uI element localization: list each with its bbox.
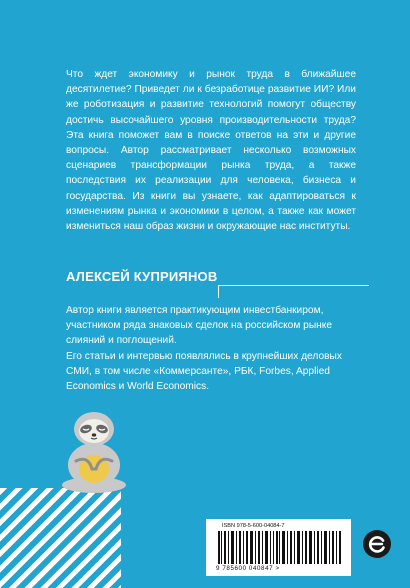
book-description: Что ждет экономику и рынок труда в ближайшее десятилетие? Приведет ли к безработице развитие ИИ? Или же роботизация и развитие технологий помогут обществу достичь высочайшего уровня производительности труда? Эта книга поможет вам в поиске ответов на эти и другие вопросы. Автор рассматривает несколько возможных сценариев трансформации рынка труда, а также последствия их реализации для человека, бизнеса и государства. Из книги вы узнаете, как адаптироваться к изменениям рынка и экономики в целом, а также как может измениться наш образ жизни и окружающие нас институты. — [66, 69, 356, 233]
barcode-digits: 9 785600 040847 > — [216, 565, 280, 572]
isbn-number: ISBN 978-5-600-04084-7 — [222, 523, 285, 529]
author-bio-line: Его статьи и интервью появлялись в крупнейших деловых СМИ, в том числе «Коммерсанте», РБК, Forbes, Applied Economics и World Economics. — [66, 350, 342, 393]
decorative-bracket — [218, 285, 369, 298]
publisher-logo-icon — [362, 529, 392, 559]
author-bio-line: Автор книги является практикующим инвестбанкиром, участником ряда знаковых сделок на российском рынке слияний и поглощений. — [66, 305, 332, 347]
author-bio — [66, 303, 356, 394]
barcode-bars — [218, 531, 342, 564]
author-name: АЛЕКСЕЙ КУПРИЯНОВ — [66, 269, 218, 284]
sloth-icon — [58, 405, 130, 495]
striped-block — [0, 488, 121, 588]
barcode — [206, 519, 351, 576]
